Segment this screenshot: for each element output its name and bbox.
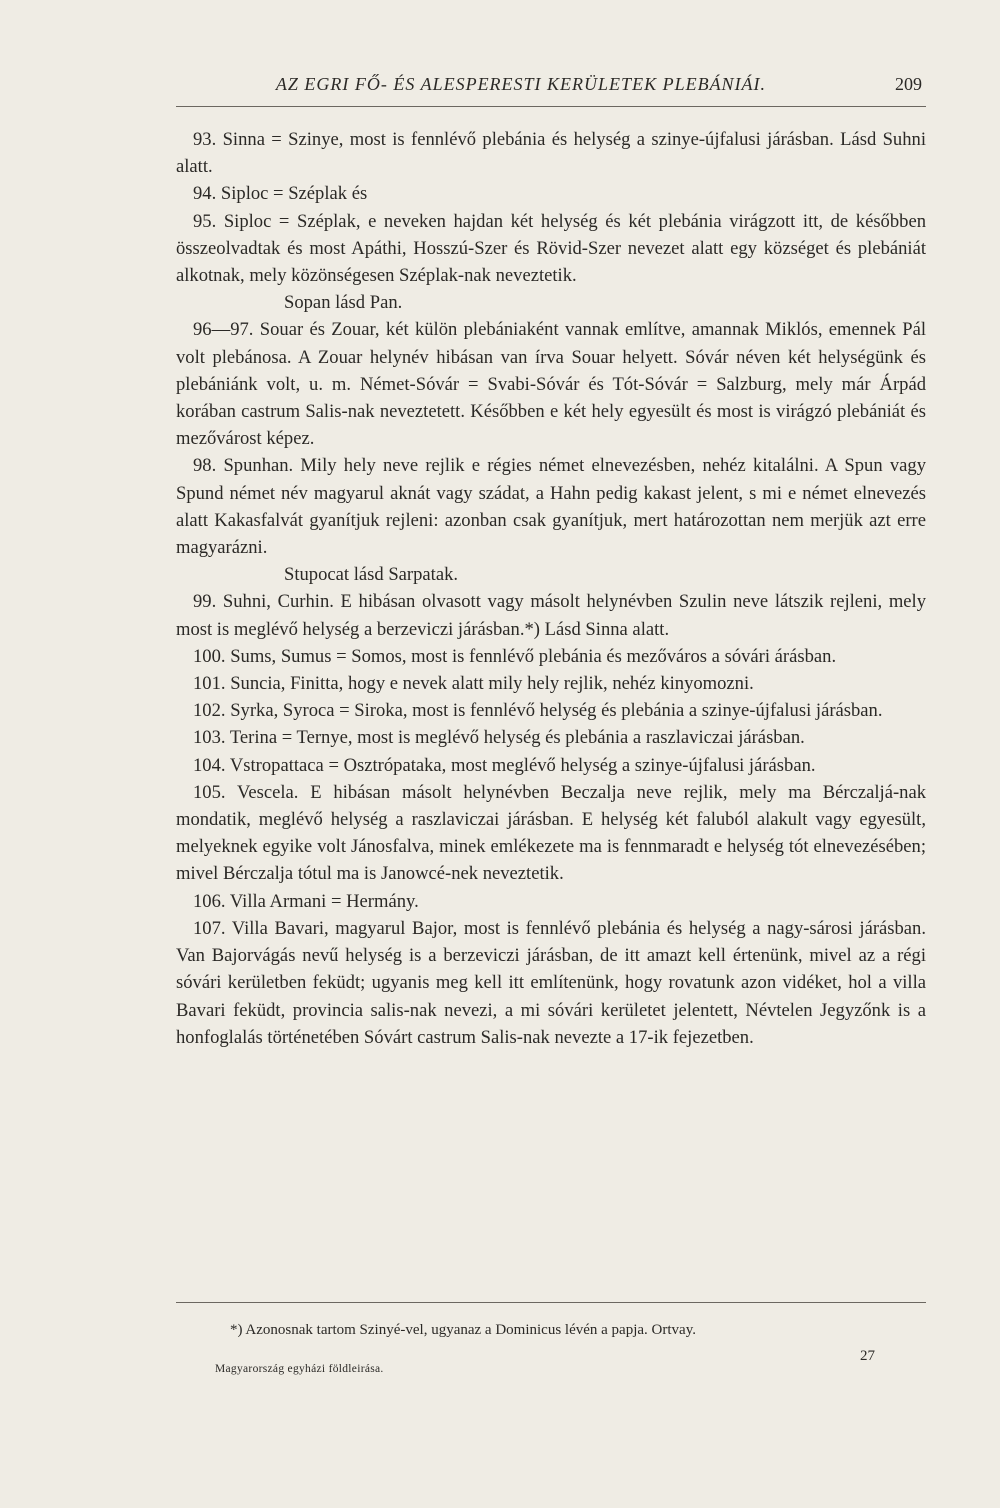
entry-96-97: 96—97. Souar és Zouar, két külön plebániaként vannak említve, amannak Miklós, emennek Pál volt plebánosa. A Zouar helynév hibásan van írva Souar helyett. Sóvár néven két helységünk és plebániánk volt, u. m. Német-Sóvár = Svabi-Sóvár és Tót-Sóvár = Salzburg, mely már Árpád korában castrum Salis-nak neveztetett. Későbben e két hely egyesült és most is virágzó plebániát és mezővárost képez. — [176, 319, 926, 450]
footnote-rule — [176, 1302, 926, 1303]
header-rule — [176, 106, 926, 107]
entry-107: 107. Villa Bavari, magyarul Bajor, most is fennlévő plebánia és helység a nagy-sárosi járásban. Van Bajorvágás nevű helység is a berzeviczi járásban, de itt amazt kell értenünk, mivel az a régi sóvári kerületben feküdt; ugyanis meg kell itt említenünk, hogy rovatunk azon vidéket, hol a villa Bavari feküdt, provincia salis-nak nevezi, a mi sóvári kerületet jelentett, Névtelen Jegyzőnk is a honfoglalás történetében Sóvárt castrum Salis-nak nevezte a 17-ik fejezetben. — [176, 917, 926, 1048]
entry-95: 95. Siploc = Széplak, e neveken hajdan két helység és két plebánia virágzott itt, de későbben összeolvadtak és most Apáthi, Hosszú-Szer és Rövid-Szer nevezet alatt egy községet és plebániát alkotnak, mely közönségesen Széplak-nak neveztetik. — [176, 210, 926, 287]
entry-94: 94. Siploc = Széplak és — [193, 183, 368, 205]
entry-101: 101. Suncia, Finitta, hogy e nevek alatt mily hely rejlik, nehéz kinyomozni. — [193, 673, 754, 695]
entry-99: 99. Suhni, Curhin. E hibásan olvasott vagy másolt helynévben Szulin neve látszik rejleni, mely most is meglévő helység a berzeviczi járásban.*) Lásd Sinna alatt. — [176, 591, 926, 640]
page-number: 209 — [895, 74, 922, 94]
running-title: AZ EGRI FŐ- ÉS ALESPERESTI KERÜLETEK PLEBÁNIÁI. — [275, 74, 767, 94]
signature-line: Magyarország egyházi földleirása. — [215, 1363, 384, 1375]
entry-105: 105. Vescela. E hibásan másolt helynévben Beczalja neve rejlik, mely ma Bérczaljá-nak mondatik, meglévő helység a raszlaviczai járásban. E helység két faluból alakult vagy egyesült, melyeknek egyike volt Jánosfalva, minek emlékezete ma is fennmaradt e helység tót elnevezésében; mivel Bérczalja tótul ma is Janowcé-nek neveztetik. — [176, 781, 926, 885]
entry-106: 106. Villa Armani = Hermány. — [193, 890, 419, 912]
signature-number: 27 — [860, 1348, 875, 1364]
running-header — [176, 74, 926, 98]
footnote: *) Azonosnak tartom Szinyé-vel, ugyanaz a Dominicus lévén a papja. Ortvay. — [230, 1322, 696, 1338]
main-text — [176, 126, 926, 1051]
entry-102: 102. Syrka, Syroca = Siroka, most is fennlévő helység és plebánia a szinye-újfalusi járásban. — [193, 700, 883, 722]
entry-103: 103. Terina = Ternye, most is meglévő helység és plebánia a raszlaviczai járásban. — [193, 727, 805, 749]
entry-93: 93. Sinna = Szinye, most is fennlévő plebánia és helység a szinye-újfalusi járásban. Lásd Suhni alatt. — [176, 129, 926, 178]
cross-reference-sopan: Sopan lásd Pan. — [284, 292, 403, 314]
entry-100: 100. Sums, Sumus = Somos, most is fennlévő plebánia és mezőváros a sóvári árásban. — [193, 645, 837, 667]
cross-reference-stupocat: Stupocat lásd Sarpatak. — [284, 564, 459, 586]
entry-98: 98. Spunhan. Mily hely neve rejlik e régies német elnevezésben, nehéz kitalálni. A Spun vagy Spund német név magyarul aknát vagy szádat, a Hahn pedig kakast jelent, s mi e német elnevezés alatt Kakasfalvát gyanítjuk rejleni: azonban csak gyanítjuk, mert határozottan nem merjük azt erre magyarázni. — [176, 455, 926, 559]
entry-104: 104. Vstropattaca = Osztrópataka, most meglévő helység a szinye-újfalusi járásban. — [193, 754, 816, 776]
